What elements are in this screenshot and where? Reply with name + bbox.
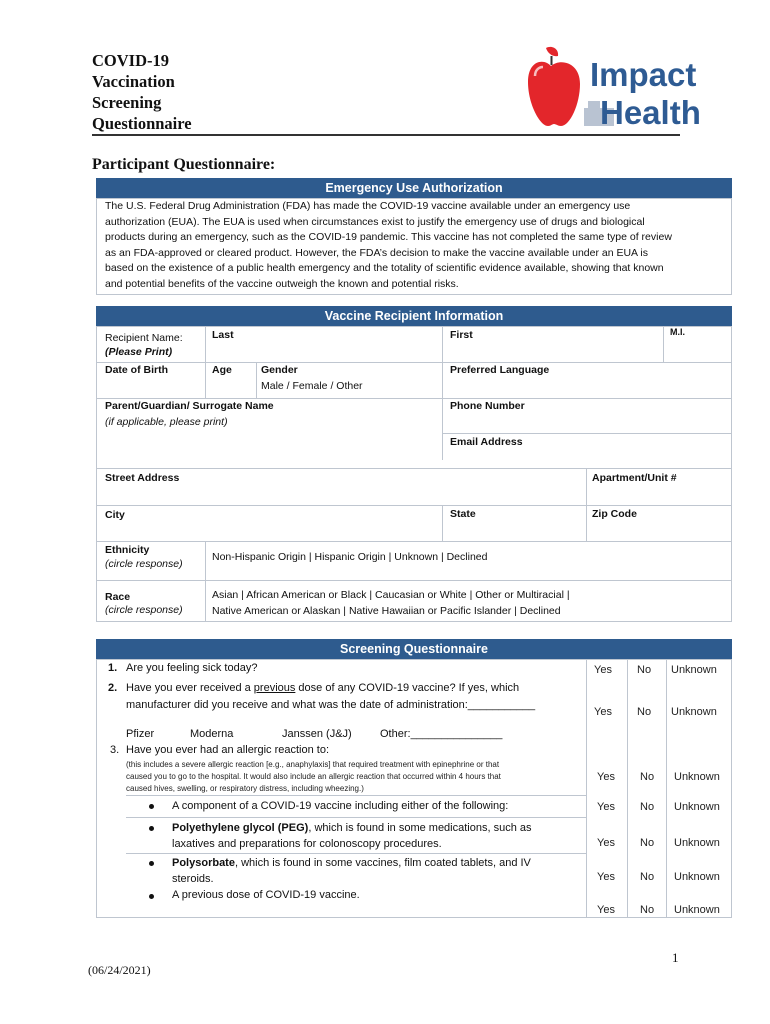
allergy-2-no-option[interactable]: No bbox=[640, 837, 655, 849]
manufacturer-pfizer[interactable]: Pfizer bbox=[126, 728, 155, 740]
q2-yes-option[interactable]: Yes bbox=[594, 706, 612, 718]
bullet-icon bbox=[149, 861, 154, 866]
city-field[interactable]: City bbox=[105, 509, 125, 521]
race-options-line-2[interactable]: Native American or Alaskan | Native Hawaiian or Pacific Islander | Declined bbox=[212, 605, 561, 617]
allergy-item-3-line-2: steroids. bbox=[172, 873, 214, 885]
q2-unknown-option[interactable]: Unknown bbox=[671, 706, 717, 718]
last-name-field[interactable]: Last bbox=[212, 329, 234, 341]
question-3-text: Have you ever had an allergic reaction to: bbox=[126, 744, 330, 756]
eua-line: based on the existence of a public health emergency and the totality of scientific evidence available, showing that known bbox=[105, 262, 664, 274]
street-address-field[interactable]: Street Address bbox=[105, 472, 180, 484]
race-hint: (circle response) bbox=[105, 604, 183, 616]
q3-yes-option[interactable]: Yes bbox=[597, 771, 615, 783]
allergy-2-yes-option[interactable]: Yes bbox=[597, 837, 615, 849]
allergy-item-3-bold: Polysorbate bbox=[172, 857, 235, 869]
title-line: Screening bbox=[92, 93, 162, 112]
ethnicity-options[interactable]: Non-Hispanic Origin | Hispanic Origin | Unknown | Declined bbox=[212, 551, 488, 563]
recipient-heading: Vaccine Recipient Information bbox=[96, 306, 732, 326]
q1-unknown-option[interactable]: Unknown bbox=[671, 664, 717, 676]
manufacturer-janssen[interactable]: Janssen (J&J) bbox=[282, 728, 352, 740]
title-line: Vaccination bbox=[92, 72, 175, 91]
apartment-unit-field[interactable]: Apartment/Unit # bbox=[592, 472, 677, 484]
eua-line: The U.S. Federal Drug Administration (FDA) has made the COVID-19 vaccine available under an emergency use bbox=[105, 200, 631, 212]
state-field[interactable]: State bbox=[450, 508, 476, 520]
allergy-1-no-option[interactable]: No bbox=[640, 801, 655, 813]
document-date: (06/24/2021) bbox=[88, 963, 151, 977]
preferred-language-field[interactable]: Preferred Language bbox=[450, 364, 550, 376]
question-1-number: 1. bbox=[108, 662, 118, 674]
allergy-item-1: A component of a COVID-19 vaccine including either of the following: bbox=[172, 800, 509, 812]
question-3-number: 3. bbox=[110, 744, 120, 756]
participant-questionnaire-label: Participant Questionnaire: bbox=[92, 156, 276, 173]
q2-text-a: Have you ever received a bbox=[126, 682, 254, 694]
q3-note-line-2: caused you to go to the hospital. It would also include an allergic reaction that occurred within 4 hours that bbox=[126, 772, 501, 781]
allergy-item-4: A previous dose of COVID-19 vaccine. bbox=[172, 889, 360, 901]
question-2-line-2: manufacturer did you receive and what was the date of administration:___________ bbox=[126, 699, 536, 711]
allergy-1-unknown-option[interactable]: Unknown bbox=[674, 801, 720, 813]
title-divider bbox=[92, 134, 680, 136]
recipient-name-hint: (Please Print) bbox=[105, 346, 173, 358]
allergy-4-no-option[interactable]: No bbox=[640, 904, 655, 916]
eua-line: as an FDA-approved or cleared product. However, the FDA’s decision to make the vaccine available under an EUA is bbox=[105, 246, 648, 259]
allergy-1-yes-option[interactable]: Yes bbox=[597, 801, 615, 813]
allergy-3-no-option[interactable]: No bbox=[640, 871, 655, 883]
q2-text-b: dose of any COVID-19 vaccine? If yes, which bbox=[295, 682, 520, 694]
q1-no-option[interactable]: No bbox=[637, 664, 652, 676]
document-title bbox=[92, 50, 292, 134]
recipient-name-label: Recipient Name: bbox=[105, 332, 183, 344]
allergy-item-2-line-2: laxatives and preparations for colonoscopy procedures. bbox=[172, 838, 442, 850]
eua-line: authorization (EUA). The EUA is used when circumstances exist to justify the emergency use of drugs and biological bbox=[105, 215, 645, 228]
bullet-icon bbox=[149, 894, 154, 899]
allergy-4-yes-option[interactable]: Yes bbox=[597, 904, 615, 916]
question-2-number: 2. bbox=[108, 682, 118, 694]
q2-text-underlined: previous bbox=[253, 682, 296, 694]
allergy-3-yes-option[interactable]: Yes bbox=[597, 871, 615, 883]
allergy-3-unknown-option[interactable]: Unknown bbox=[674, 871, 720, 883]
bullet-icon bbox=[149, 826, 154, 831]
allergy-item-2-rest: , which is found in some medications, such as bbox=[308, 822, 532, 834]
logo-text-impact: Impact bbox=[590, 56, 697, 93]
race-label: Race bbox=[105, 591, 131, 603]
gender-field[interactable]: Gender bbox=[261, 364, 298, 376]
q3-unknown-option[interactable]: Unknown bbox=[674, 771, 720, 783]
guardian-name-field[interactable]: Parent/Guardian/ Surrogate Name bbox=[105, 400, 274, 412]
guardian-name-hint: (if applicable, please print) bbox=[105, 416, 228, 428]
page-number: 1 bbox=[672, 950, 679, 965]
zip-code-field[interactable]: Zip Code bbox=[592, 508, 637, 520]
question-2-text bbox=[126, 680, 519, 697]
middle-initial-field[interactable]: M.I. bbox=[670, 327, 685, 337]
allergy-item-3 bbox=[172, 855, 531, 872]
title-line: COVID-19 bbox=[92, 51, 169, 70]
allergy-item-2-bold: Polyethylene glycol (PEG) bbox=[172, 822, 309, 834]
allergy-item-3-rest: , which is found in some vaccines, film coated tablets, and IV bbox=[234, 857, 531, 869]
ethnicity-label: Ethnicity bbox=[105, 544, 150, 556]
race-options-line-1[interactable]: Asian | African American or Black | Caucasian or White | Other or Multiracial | bbox=[212, 589, 570, 601]
logo-text-health: Health bbox=[600, 94, 701, 131]
allergy-2-unknown-option[interactable]: Unknown bbox=[674, 837, 720, 849]
manufacturer-moderna[interactable]: Moderna bbox=[190, 728, 234, 740]
q2-no-option[interactable]: No bbox=[637, 706, 652, 718]
q1-yes-option[interactable]: Yes bbox=[594, 664, 612, 676]
question-1-text: Are you feeling sick today? bbox=[126, 662, 258, 674]
eua-heading: Emergency Use Authorization bbox=[96, 178, 732, 198]
q3-note-line-1: (this includes a severe allergic reaction [e.g., anaphylaxis] that required treatment with epinephrine or that bbox=[126, 760, 500, 769]
eua-line: and potential benefits of the vaccine outweigh the known and potential risks. bbox=[105, 277, 459, 290]
bullet-icon bbox=[149, 804, 154, 809]
email-address-field[interactable]: Email Address bbox=[450, 436, 523, 448]
impact-health-logo bbox=[526, 46, 701, 132]
q3-no-option[interactable]: No bbox=[640, 771, 655, 783]
apple-icon bbox=[528, 47, 580, 126]
allergy-item-2 bbox=[172, 820, 532, 837]
gender-options[interactable]: Male / Female / Other bbox=[261, 380, 363, 392]
eua-text bbox=[105, 199, 730, 292]
date-of-birth-field[interactable]: Date of Birth bbox=[105, 364, 168, 376]
manufacturer-other[interactable]: Other:_______________ bbox=[380, 728, 503, 740]
eua-line: products during an emergency, such as the COVID-19 pandemic. This vaccine has not completed the same type of review bbox=[105, 231, 672, 243]
ethnicity-hint: (circle response) bbox=[105, 558, 183, 570]
q3-note-line-3: caused hives, swelling, or respiratory distress, including wheezing.) bbox=[126, 784, 364, 793]
screening-heading: Screening Questionnaire bbox=[96, 639, 732, 659]
title-line: Questionnaire bbox=[92, 114, 192, 133]
age-field[interactable]: Age bbox=[212, 364, 232, 376]
phone-number-field[interactable]: Phone Number bbox=[450, 400, 525, 412]
allergy-4-unknown-option[interactable]: Unknown bbox=[674, 904, 720, 916]
first-name-field[interactable]: First bbox=[450, 329, 473, 341]
